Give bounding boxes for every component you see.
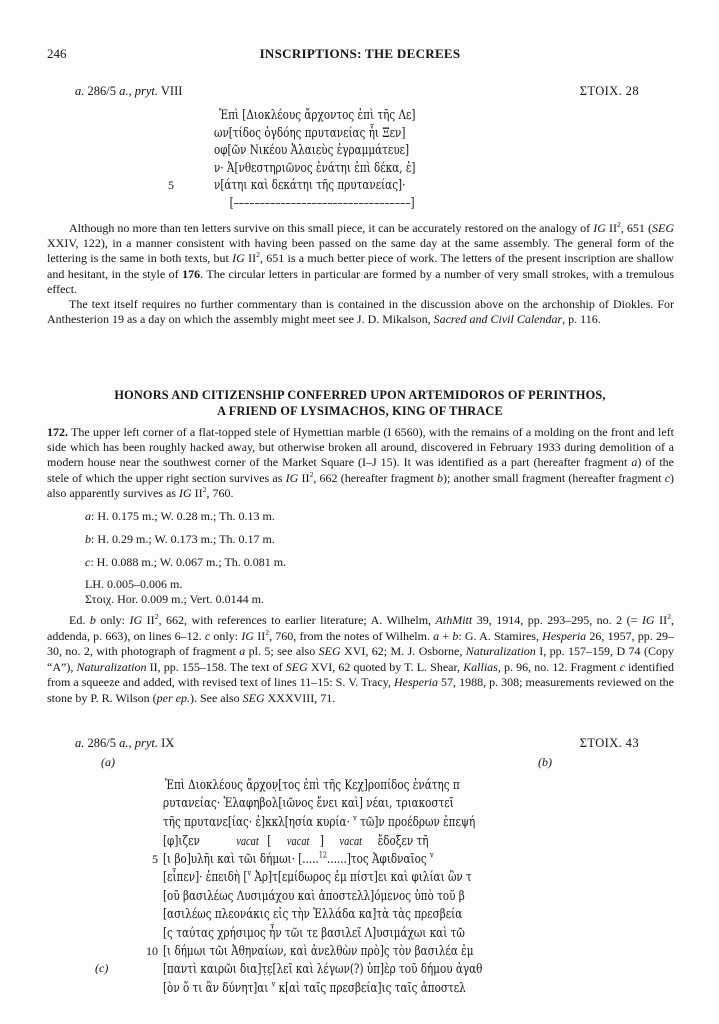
stoich-label-1: ΣΤΟΙΧ. 28: [579, 84, 639, 98]
greek-line: 10 [ι δήμωι τῶι Ἀθηναίων, καὶ ἀνελθὼν πρὸ]ς τὸν βασιλέα ἐμ: [146, 943, 474, 959]
measurements-block: [85, 509, 286, 607]
greek-line: ρυτανείας· Ἐλαφηβολ[ιῶνος ἔνει καὶ] νέαι, τριακοστεῖ: [163, 796, 454, 812]
stoich-label-2: ΣΤΟΙΧ. 43: [579, 736, 639, 750]
section-heading: [47, 388, 673, 419]
commentary-block: [47, 221, 674, 327]
date-label-2: a. 286/5 a., pryt. IX: [75, 736, 175, 750]
measurement-line-c: c: H. 0.088 m.; W. 0.067 m.; Th. 0.081 m.: [85, 555, 287, 569]
commentary-paragraph-2: The text itself requires no further commentary than is contained in the discussion above on the archonship of Diokles. For Anthesterion 19 as a day on which the assembly might meet see J. D. Mikalson, Sacred and Civil Calendar, p. 116.: [47, 297, 674, 327]
greek-line: Ἐπὶ [Διοκλέους ἄρχοντος ἐπὶ τῆς Λε]: [214, 108, 416, 123]
measurement-line-a: a: H. 0.175 m.; W. 0.28 m.; Th. 0.13 m.: [85, 509, 275, 523]
running-head-title: INSCRIPTIONS: THE DECREES: [259, 46, 461, 61]
fragment-label-b: (b): [538, 755, 552, 769]
measurement-line-b: b: H. 0.29 m.; W. 0.173 m.; Th. 0.17 m.: [85, 532, 275, 546]
greek-line: [οῦ βασιλέως Λυσιμάχου καὶ ἀποστελλ]όμενος ὑπὸ τοῦ β: [163, 888, 465, 904]
lemma-row-1: [47, 84, 672, 100]
greek-line: [ασιλέως πλεονάκις εἰς τὴν Ἑλλάδα κα]τὰ τὰς πρεσβεία: [163, 907, 463, 923]
line-number: 5: [168, 178, 174, 193]
measurement-line-lh: LH. 0.005–0.006 m.: [85, 577, 183, 591]
section-heading-line-2: A FRIEND OF LYSIMACHOS, KING OF THRACE: [217, 403, 503, 418]
greek-line: [ὸν ὅ τι ἂν δύνητ]αι $^v$ κ[αὶ ταῖς πρεσβεία]ις ταῖς ἀποστελ: [163, 979, 466, 996]
greek-text-block-2: [146, 778, 562, 999]
greek-text-block-1: [168, 108, 466, 214]
lemma-row-2: [47, 736, 672, 752]
greek-line: [εἶπεν]· ἐπειδὴ [$^v$ Ἀρ]τ[εμίδωρος ἐμ πίστ]ει καὶ φιλίαι ὢν τ: [163, 868, 472, 886]
editions-block: [47, 613, 674, 707]
greek-line: [ς ταύτας χρήσιμος ἦν τῶι τε βασιλεῖ Λ]υσιμάχωι καὶ τῶ: [163, 925, 465, 941]
greek-line: τῆς πρυτανε[ίας· ἐ]κκλ[ησία κυρία· $^v$ τῶ]ν προέδρων ἐπεψή: [163, 813, 476, 830]
commentary-paragraph-1: Although no more than ten letters survive on this small piece, it can be accurately restored on the analogy of IG $II^2$, 651 (SEG XXIV, 122), in a manner consistent with having been passed on the same day at the same assembly. The general form of the lettering is the same in both texts, but IG $II^2$, 651 is a much better piece of work. The letters of the present inscription are shallow and hesitant, in the style of 176. The circular letters in particular are formed by a number of very small strokes, with a tremulous effect.: [47, 220, 674, 296]
entry-description-block: [47, 425, 674, 501]
measurement-line-stoich: Στοιχ. Hor. 0.009 m.; Vert. 0.0144 m.: [85, 592, 264, 606]
greek-line: ων[τίδος ὀγδόης πρυτανείας ἧι Ξεν]: [214, 125, 406, 141]
running-header: [47, 46, 673, 62]
greek-line: οφ[ῶν Νικέου Ἁλαιεὺς ἐγραμμάτευε]: [214, 143, 410, 159]
greek-line: 5 [ι βο]υλῆι καὶ τῶι δήμωι· [.....$^{12}$......]τος Ἀφιδναῖος $^v$: [146, 852, 562, 870]
fragment-label-c: (c): [95, 961, 109, 975]
page-number: 246: [47, 46, 67, 61]
greek-line: ν· Ἀ[νθεστηριῶνος ἐνάτηι ἐπὶ δέκα, ἐ]: [214, 160, 416, 176]
fragment-label-a: (a): [101, 755, 115, 769]
greek-line: 5 ν[άτηι καὶ δεκάτηι τῆς πρυτανείας]·: [168, 178, 406, 194]
section-heading-line-1: HONORS AND CITIZENSHIP CONFERRED UPON ARTEMIDOROS OF PERINTHOS,: [114, 388, 606, 402]
editions-paragraph: Ed. b only: IG $II^2$, 662, with references to earlier literature; A. Wilhelm, AthMitt 39, 1914, pp. 293–295, no. 2 (= IG $II^2$, addenda, p. 663), on lines 6–12. c only: IG $II^2$, 760, from the notes of Wilhelm. a + b: G. A. Stamires, Hesperia 26, 1957, pp. 29–30, no. 2, with photograph of fragment a pl. 5; see also SEG XVI, 62; M. J. Osborne, Naturalization I, pp. 157–159, D 74 (Copy “A”), Naturalization II, pp. 155–158. The text of SEG XVI, 62 quoted by T. L. Shear, Kallias, p. 96, no. 12. Fragment c identified from a squeeze and added, with revised text of lines 11–15: S. V. Tracy, Hesperia 57, 1988, p. 308; measurements reviewed on the stone by P. R. Wilson (per ep.). See also SEG XXXVIII, 71.: [47, 612, 675, 705]
greek-line-lacuna: [––––––––––––––––––––––––––––––––––]: [214, 195, 415, 211]
date-label-1: a. 286/5 a., pryt. VIII: [75, 84, 183, 98]
greek-line: [παντὶ καιρῶι δια]τ̣ε̣[λεῖ καὶ λέγων(?) ὑπ]ὲρ τοῦ δήμου ἀγαθ: [163, 962, 483, 978]
line-number: 10: [146, 943, 158, 958]
entry-description: 172. The upper left corner of a flat-topped stele of Hymettian marble (I 6560), with the remains of a molding on the front and left side which has been roughly hacked away, but otherwise broken all around, discovered in February 1933 during demolition of a modern house near the southwest corner of the Market Square (I–J 15). It was identified as a part (hereafter fragment a) of the stele of which the upper right section survives as IG $II^2$, 662 (hereafter fragment b); another small fragment (hereafter fragment c) also apparently survives as IG $II^2$, 760.: [47, 425, 675, 500]
greek-line: [φ]ιζεν vacat [ vacat ] vacat ἔδοξεν τῆ: [163, 833, 429, 850]
greek-line: Ἐπὶ Διοκλέους ἄρχον̣[τος ἐπὶ τῆς Κεχ]ροπίδος ἐνάτης π: [163, 778, 460, 793]
line-number: 5: [152, 851, 158, 866]
